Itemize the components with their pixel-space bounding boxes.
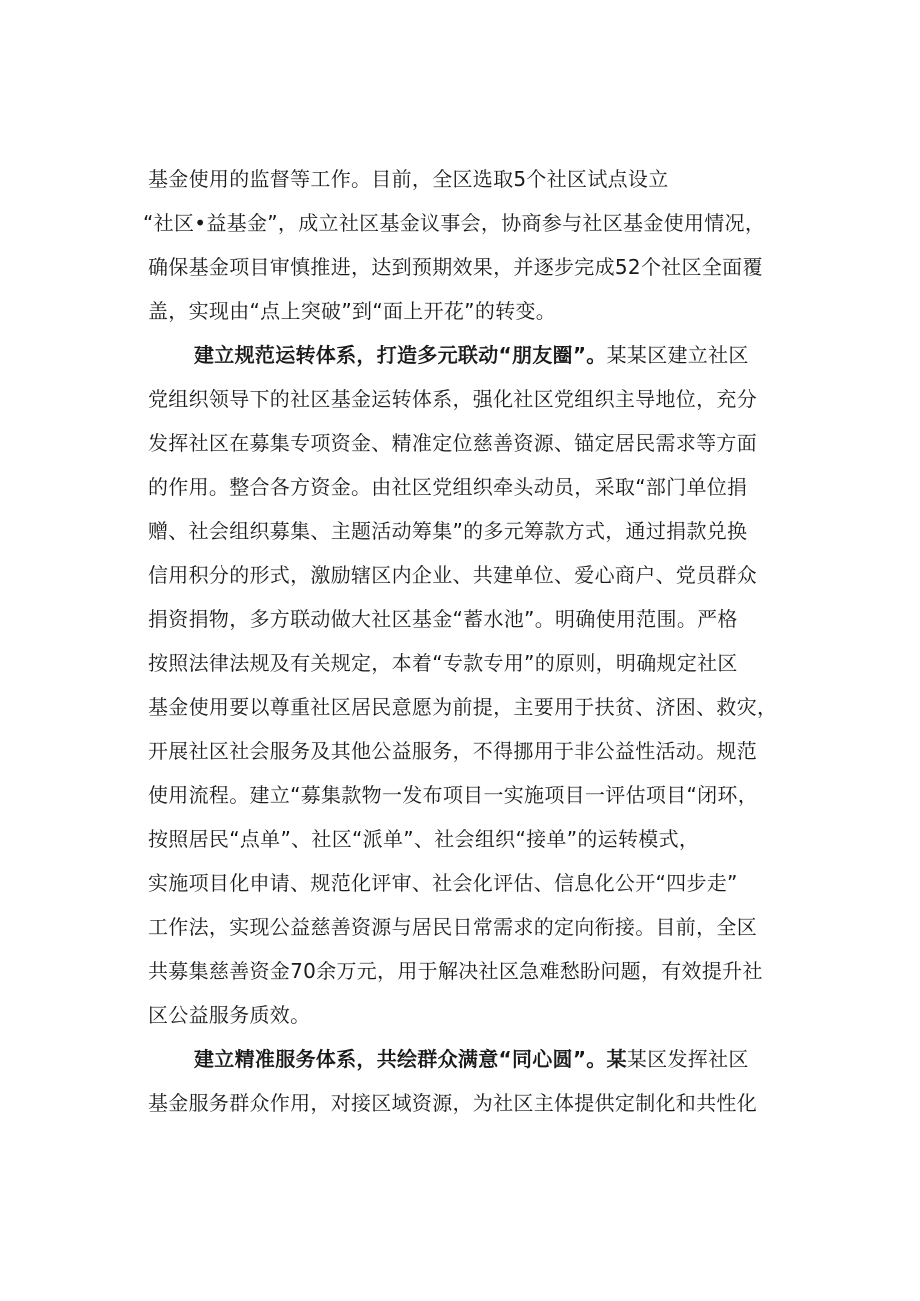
text-line (148, 781, 758, 809)
text-segment: 盖，实现由“点上突破”到“面上开花”的转变。 (148, 299, 557, 323)
text-segment: 发挥社区在募集专项资金、精准定位慈善资源、锚定居民需求等方面 (148, 431, 757, 455)
text-line (148, 385, 757, 413)
text-line (148, 825, 699, 853)
text-segment: 党组织领导下的社区基金运转体系，强化社区党组织主导地位，充分 (148, 387, 757, 411)
text-segment: 基金服务群众作用，对接区域资源，为社区主体提供定制化和共性化 (148, 1091, 757, 1115)
text-line (148, 693, 777, 721)
text-line (148, 1001, 310, 1029)
text-line (148, 1089, 757, 1117)
text-segment: 基金使用要以尊重社区居民意愿为前提，主要用于扶贫、济困、救灾， (148, 695, 778, 719)
text-line (148, 605, 738, 633)
text-segment: 使用流程。建立“募集款物一发布项目一实施项目一评估项目“闭环， (148, 783, 759, 807)
paragraph-heading: 建立精准服务体系，共绘群众满意“同心圆”。某 (194, 1047, 627, 1071)
text-segment: “社区•益基金”，成立社区基金议事会，协商参与社区基金使用情况， (143, 211, 766, 235)
text-segment: 某区发挥社区 (626, 1047, 749, 1071)
text-segment: 工作法，实现公益慈善资源与居民日常需求的定向衔接。目前，全区 (148, 915, 757, 939)
text-segment: 基金使用的监督等工作。目前，全区选取5个社区试点设立 (148, 167, 669, 191)
text-line (148, 649, 738, 677)
text-line (148, 517, 747, 545)
text-line (148, 165, 669, 193)
text-segment: 确保基金项目审慎推进，达到预期效果，并逐步完成52个社区全面覆 (148, 255, 763, 279)
paragraph-heading-line (194, 341, 749, 369)
text-line (148, 957, 763, 985)
text-line (148, 429, 757, 457)
text-segment: 开展社区社会服务及其他公益服务，不得挪用于非公益性活动。规范 (148, 739, 757, 763)
text-line (148, 737, 757, 765)
text-line (143, 209, 765, 237)
text-segment: 按照居民“点单”、社区“派单”、社会组织“接单”的运转模式， (148, 827, 700, 851)
text-segment: 共募集慈善资金70余万元，用于解决社区急难愁盼问题，有效提升社 (148, 959, 763, 983)
text-segment: 捐资捐物，多方联动做大社区基金“蓄水池”。明确使用范围。严格 (148, 607, 738, 631)
text-line (148, 561, 757, 589)
text-line (148, 297, 556, 325)
text-segment: 区公益服务质效。 (148, 1003, 311, 1027)
text-segment: 信用积分的形式，激励辖区内企业、共建单位、爱心商户、党员群众 (148, 563, 757, 587)
paragraph-heading-line (194, 1045, 749, 1073)
text-line (148, 869, 738, 897)
text-segment: 的作用。整合各方资金。由社区党组织牵头动员，采取“部门单位捐 (148, 475, 748, 499)
text-segment: 赠、社会组织募集、主题活动筹集”的多元筹款方式，通过捐款兑换 (148, 519, 748, 543)
text-line (148, 473, 747, 501)
text-line (148, 913, 757, 941)
paragraph-heading: 建立规范运转体系，打造多元联动“朋友圈”。 (194, 343, 607, 367)
text-line (148, 253, 763, 281)
text-segment: 某某区建立社区 (606, 343, 749, 367)
text-segment: 按照法律法规及有关规定，本着“专款专用”的原则，明确规定社区 (148, 651, 738, 675)
text-segment: 实施项目化申请、规范化评审、社会化评估、信息化公开“四步走” (148, 871, 738, 895)
